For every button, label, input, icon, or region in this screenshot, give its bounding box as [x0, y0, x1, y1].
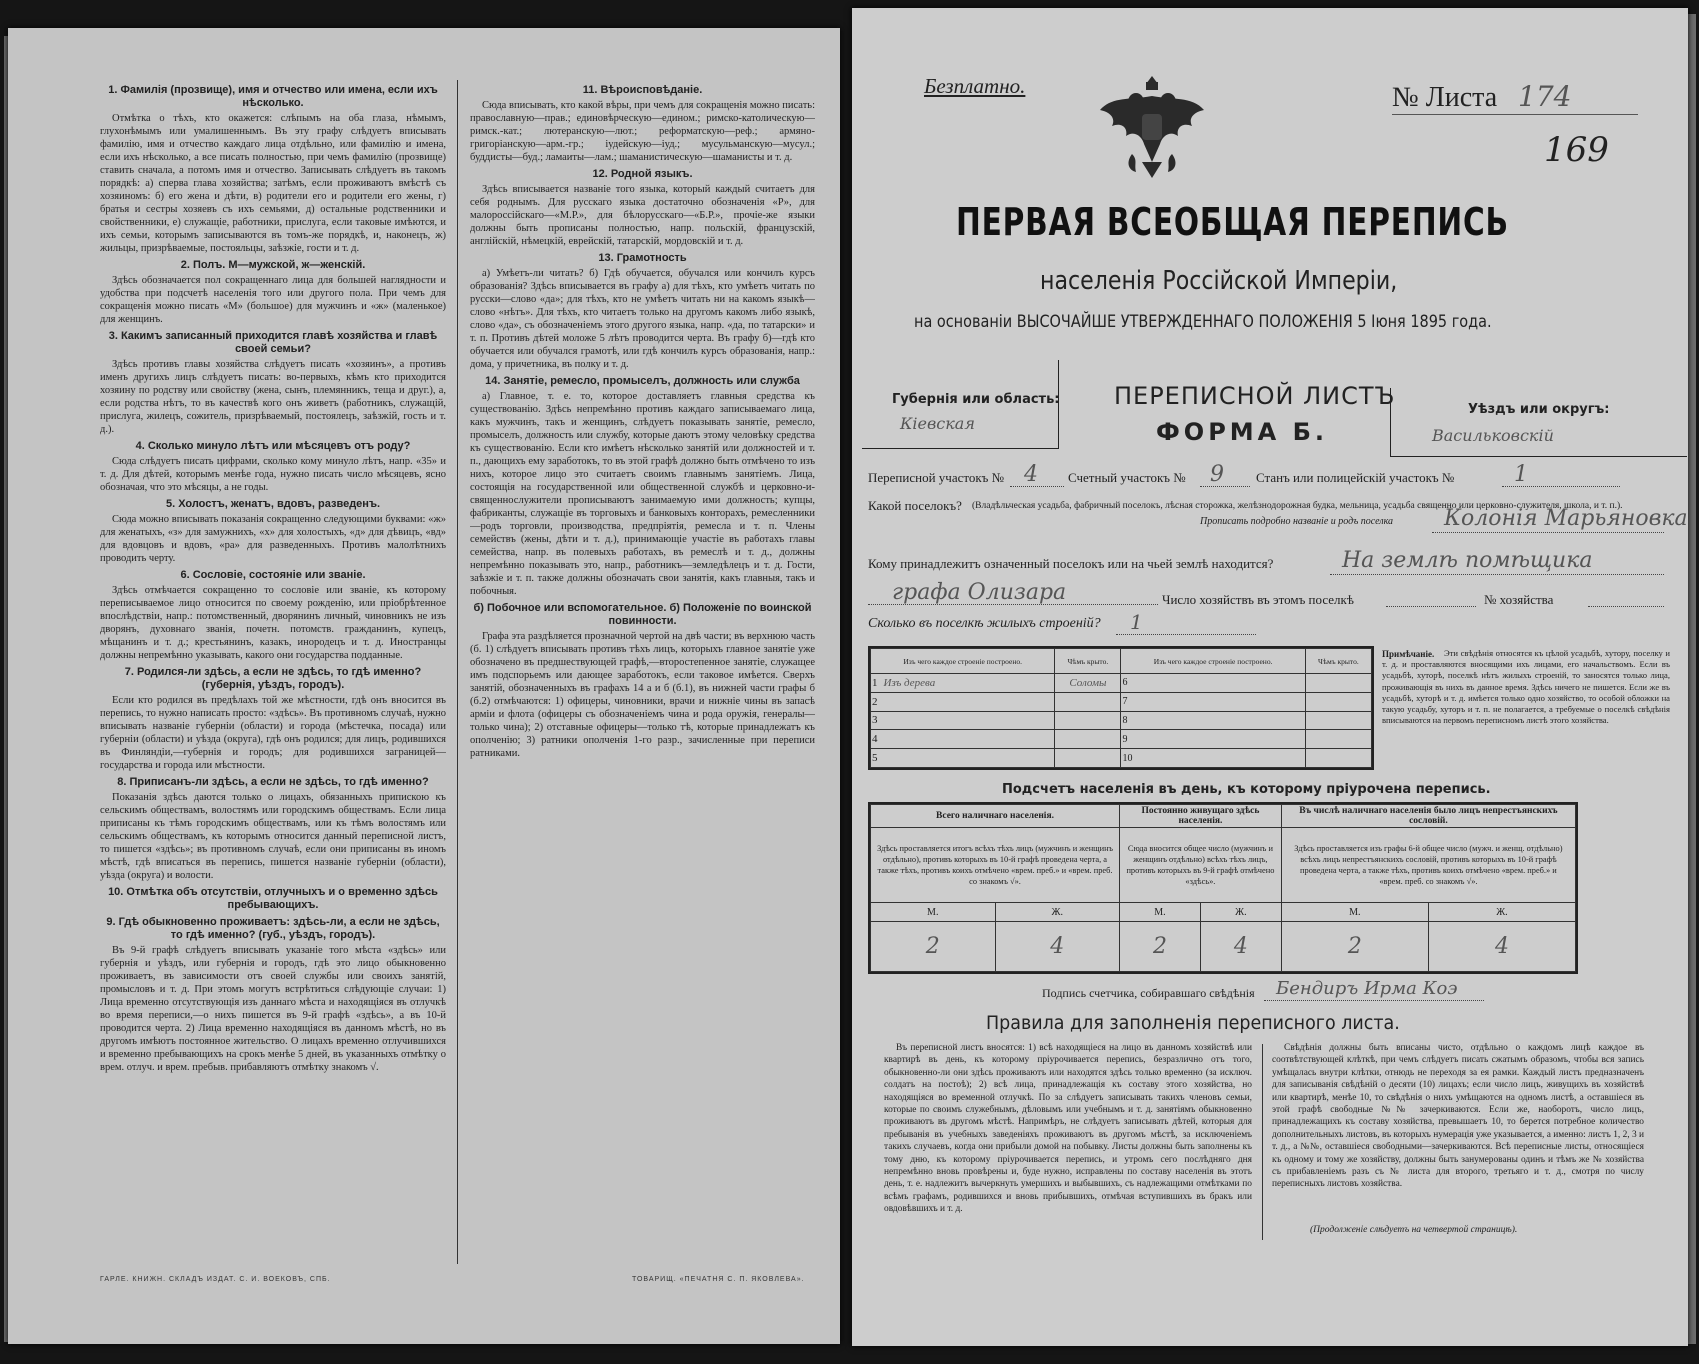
population-summary-title: Подсчетъ населенія въ день, къ которому пріурочена перепись.	[1002, 782, 1491, 797]
male-count: 2	[1281, 922, 1428, 972]
instruction-heading: 2. Полъ. М—мужской, ж—женскій.	[180, 259, 366, 271]
sheet-number-value: 174	[1518, 80, 1572, 113]
sheet-number-underline	[1392, 114, 1638, 115]
building-material	[871, 749, 1055, 768]
left-page-instructions	[8, 28, 840, 1344]
population-col-heading: Въ числѣ наличнаго населенія было лицъ непрестъянскихъ сословій.	[1281, 805, 1575, 828]
building-material	[871, 711, 1055, 730]
building-roof	[1055, 730, 1121, 749]
police-station-field	[1502, 486, 1620, 487]
building-material: 1 Изъ дерева	[871, 674, 1055, 693]
instruction-heading-10: 10. Отмѣтка объ отсутствіи, отлучныхъ и о временно здѣсь пребывающихъ.	[108, 886, 438, 911]
building-number: 8	[1121, 711, 1305, 730]
population-row	[871, 805, 1576, 828]
instruction-text: Здѣсь противъ главы хозяйства слѣдуетъ писать «хозяинъ», а противъ именъ другихъ лицъ слѣдуетъ писать: во-первыхъ, кѣмъ кто приходится хозяину по родству или свойству (жена, сынъ, племянникъ, теща и друг.), а, если родства нѣтъ, то въ качествѣ кого онъ живетъ (работникъ, служащій, прислуга, жилецъ, сожитель, призрѣваемый, постоялецъ, заѣзжій, гость и т. д.).	[100, 359, 446, 435]
population-col-desc: Здѣсь проставляется итогъ всѣхъ тѣхъ лицъ (мужчинъ и женщинъ отдѣльно), противъ которыхъ въ 10-й графѣ проведена черта, а также тѣхъ, противъ коихъ отмѣчено «врем. преб.» и «врем. преб. со знакомъ √».	[871, 828, 1120, 903]
buildings-count-label: Сколько въ поселкѣ жилыхъ строеній?	[868, 616, 1101, 631]
form-variant: ФОРМА Б.	[1156, 418, 1329, 446]
form-title: ПЕРЕПИСНОЙ ЛИСТЪ	[1114, 382, 1396, 410]
column-divider	[457, 80, 458, 1264]
building-number: 7	[1121, 692, 1305, 711]
male-label: М.	[1281, 903, 1428, 922]
female-count: 4	[1200, 922, 1281, 972]
instruction-text: Сюда слѣдуетъ писать цифрами, сколько кому минуло лѣтъ, напр. «35» и т. д. Для дѣтей, которымъ менѣе года, нужно писать число мѣсяцевъ, ясно обозначая, что это мѣсяцы, а не годы.	[100, 456, 446, 493]
instruction-heading: 7. Родился-ли здѣсь, а если не здѣсь, то гдѣ именно? (губернія, уѣздъ, городъ).	[124, 666, 422, 691]
households-label: Число хозяйствъ въ этомъ поселкѣ	[1162, 592, 1354, 607]
printer-imprint-left: ГАРЛЕ. КНИЖН. СКЛАДЪ ИЗДАТ. С. И. ВОЕКОВЪ, СПБ.	[100, 1276, 331, 1283]
settlement-instruction: Прописать подробно названіе и родъ поселка	[1200, 516, 1394, 527]
police-station-value: 1	[1514, 462, 1528, 487]
material-header: Изъ чего каждое строеніе построено.	[871, 649, 1055, 674]
building-material	[871, 730, 1055, 749]
instruction-text: Если кто родился въ предѣлахъ той же мѣстности, гдѣ онъ вносится въ перепись, то нужно написать просто: «здѣсь». Въ противномъ случаѣ, нужно вписывать названіе губерніи (области) и города (мѣстечка, посада) или губерніи (области) и уѣзда (округа), гдѣ онъ родился; для лицъ, родившихся въ Финляндіи,—губернія и городъ; для родившихся заграницей—государства и города или мѣстности.	[100, 695, 446, 771]
instruction-heading: 6. Сословіе, состояніе или званіе.	[180, 569, 366, 581]
instruction-text: Показанія здѣсь даются только о лицахъ, обязанныхъ припискою къ сельскимъ обществамъ, волостямъ или городскимъ обществамъ. Если лица приписаны къ тѣмъ городскимъ обществамъ, или къ тѣмъ волостямъ или сельскимъ обществамъ, къ которымъ относится данный переписной листъ, то пишется «здѣсь»; въ противномъ случаѣ, если они приписаны въ иномъ мѣстѣ, гдѣ вписаться въ перепись, пишется названіе губерніи (области), уѣзда (округа) и волости.	[100, 792, 446, 881]
population-col-heading: Всего наличнаго населенія.	[871, 805, 1120, 828]
population-row	[871, 903, 1576, 922]
continued-note: (Продолженіе слѣдуетъ на четвертой страницѣ).	[1310, 1225, 1518, 1235]
building-number: 1	[872, 676, 878, 689]
landowner-label: Кому принадлежитъ означенный поселокъ или на чьей землѣ находится?	[868, 556, 1274, 571]
rules-left-column: Въ переписной листъ вносятся: 1) всѣ находящіеся на лицо въ данномъ хозяйствѣ или квартирѣ въ день, къ которому пріурочивается перепись, безразлично отъ того, обыкновенно-ли они здѣсь проживаютъ или находятся здѣсь только временно (за исключ. солдатъ на постоѣ); 2) всѣ лица, принадлежащія къ составу этого хозяйства, но находящіяся во временной отлучкѣ. По за слѣдуетъ записывать такихъ членовъ семьи, которые по своимъ служебнымъ, дѣловымъ или учебнымъ и т. д. занятіямъ обыкновенно проживаютъ въ другомъ мѣстѣ. Напримѣръ, не слѣдуетъ записывать дѣтей, которыя для пребыванія въ учебныхъ заведеніяхъ проживаютъ въ другомъ мѣстѣ, за исключеніемъ такихъ случаевъ, когда они прибыли домой на побывку. Листы должны быть заполнены къ тому дню, къ которому пріурочивается перепись, и утромъ сего послѣдняго дня непремѣнно вновь провѣрены и, буде нужно, исправлены по составу населенія въ этотъ день, т. е. надлежитъ вычеркнуть умершихъ и выбывшихъ, съ надлежащими отмѣтками по всѣмъ графамъ, родившихся и вновь прибывшихъ, отмѣчая вступившихъ въ бракъ или овдовѣвшихъ и т. д.	[884, 1043, 1252, 1215]
landowner-value-2: графа Олизара	[892, 580, 1067, 605]
page-stack-edge	[1688, 14, 1696, 1344]
building-number: 5	[872, 752, 878, 765]
female-label: Ж.	[1200, 903, 1281, 922]
instructions-column-1	[100, 80, 446, 1280]
instruction-text: Сюда вписывать, кто какой вѣры, при чемъ для сокращенія можно писать: православную—прав.; единовѣрческую—едином.; римско-католическую—римск.-кат.; лютеранскую—лют.; реформатскую—реф.; армяно-григоріанскую—арм.-гр.; іудейскую—іуд.; мусульманскую—мусул.; буддисты—буд.; ламаиты—лам.; шаманистическую—шаманисты и т. д.	[470, 100, 815, 163]
settlement-hint: (Владѣльческая усадьба, фабричный поселокъ, лѣсная сторожка, желѣзнодорожная будка, мельница, усадьба священно или церковно-служителя, школа, и т. п.).	[972, 501, 1623, 511]
building-material	[871, 692, 1055, 711]
buildings-row	[871, 749, 1372, 768]
buildings-row	[871, 692, 1372, 711]
double-headed-eagle-icon	[1092, 66, 1212, 186]
uezd-value: Васильковскій	[1432, 426, 1554, 445]
population-col-heading: Постоянно живущаго здѣсь населенія.	[1120, 805, 1282, 828]
population-row	[871, 828, 1576, 903]
material-header: Изъ чего каждое строеніе построено.	[1121, 649, 1305, 674]
sheet-number-label: № Листа	[1392, 82, 1498, 113]
female-label: Ж.	[995, 903, 1120, 922]
instruction-text: Графа эта раздѣляется прозначной чертой на двѣ части; въ верхнюю часть (б. 1) слѣдуетъ вписывать противъ тѣхъ лицъ, которыхъ главное занятіе уже обозначено въ предшествующей графѣ,—второстепенное занятіе, служащее имъ подспорьемъ или дающее заработокъ, если таковое имѣется. Сверхъ занятій, обозначенныхъ въ графахъ 14 а и б (б.1), въ нижней части графы б (б.2) отмѣчаются: 1) офицеры, чиновники, врачи и нижніе чины въ запасѣ армiи и флота (офицеры съ обозначеніемъ чина и рода оружія, генералы—только чина); 2) отставные офицеры—только тѣ, которые принадлежатъ къ ополченію; 3) ратники ополченія 1-го разр., зачисленные при переписи ратниками.	[470, 631, 815, 759]
building-number: 2	[872, 695, 878, 708]
census-district-field	[1010, 486, 1064, 487]
instruction-heading: 11. Вѣроисповѣданіе.	[582, 84, 703, 96]
enumerator-signature-field	[1264, 1000, 1484, 1001]
households-field	[1386, 606, 1476, 607]
printer-imprint-right: ТОВАРИЩ. «ПЕЧАТНЯ С. П. ЯКОВЛЕВА».	[632, 1276, 805, 1283]
buildings-table	[868, 646, 1374, 770]
settlement-field	[1432, 532, 1664, 533]
population-col-desc: Здѣсь проставляется изъ графы 6-й общее число (мужч. и женщ. отдѣльно) всѣхъ лицъ непрестъянскихъ сословій, противъ которыхъ въ 10-й графѣ проведена черта, а также тѣхъ, противъ коихъ отмѣчено «врем. преб.» и «врем. преб. со знакомъ √».	[1281, 828, 1575, 903]
instructions-column-2	[470, 80, 815, 1280]
rules-title: Правила для заполненія переписного листа.	[986, 1012, 1400, 1034]
census-district-label: Переписной участокъ №	[868, 470, 1005, 485]
population-summary-table	[868, 802, 1578, 974]
instruction-text: Сюда можно вписывать показанія сокращенно следующими буквами: «ж» для женатыхъ, «з» для замужнихъ, «х» для холостыхъ, «д» для дѣвицъ, «вд» для вдовцовъ и вдовъ, «ра» для разведенныхъ. Противъ малолѣтнихъ проводить черту.	[100, 514, 446, 564]
instruction-heading: 4. Сколько минуло лѣтъ или мѣсяцевъ отъ роду?	[135, 440, 411, 452]
building-roof-empty	[1305, 711, 1371, 730]
landowner-field-1	[1330, 574, 1664, 575]
counting-district-field	[1200, 486, 1250, 487]
roof-header: Чѣмъ крыто.	[1055, 649, 1121, 674]
building-number: 4	[872, 733, 878, 746]
instruction-heading: 3. Какимъ записанный приходится главѣ хозяйства и главѣ своей семьи?	[108, 330, 438, 355]
census-title: ПЕРВАЯ ВСЕОБЩАЯ ПЕРЕПИСЬ	[956, 200, 1509, 244]
rules-column-divider	[1262, 1044, 1263, 1240]
buildings-grid	[870, 648, 1372, 768]
male-label: М.	[871, 903, 996, 922]
instruction-heading: 12. Родной языкъ.	[592, 168, 693, 180]
instruction-heading: 8. Приписанъ-ли здѣсь, а если не здѣсь, то гдѣ именно?	[117, 776, 429, 788]
building-roof	[1055, 711, 1121, 730]
gubernia-value: Кіевская	[900, 414, 975, 433]
household-number-label: № хозяйства	[1484, 592, 1554, 607]
building-number: 10	[1121, 749, 1305, 768]
landowner-value-1: На землѣ помѣщика	[1342, 548, 1593, 573]
instruction-heading: 14. Занятіе, ремесло, промыселъ, должность или служба	[485, 375, 800, 387]
settlement-label: Какой поселокъ?	[868, 498, 962, 513]
instruction-text: а) Умѣетъ-ли читать? б) Гдѣ обучается, обучался или кончилъ курсъ образованія? Здѣсь вписывается въ графу а) для тѣхъ, кто умѣетъ читать по русски—слово «да»; для тѣхъ, кто не умѣетъ читать ни на какомъ языкѣ—слово «нѣтъ». Для тѣхъ, кто читаетъ только на другомъ какомъ либо языкѣ, слово «да», съ обозначеніемъ этого другого языка, напр. «да, по татарски» и т. п. Противъ дѣтей моложе 5 лѣтъ проводится черта. Въ графу б)—гдѣ кто обучается или обучался грамотѣ, или гдѣ кончилъ курсъ образованія, напр.: дома, у причетника, въ полку и т. д.	[470, 268, 815, 370]
counting-district-label: Счетный участокъ №	[1068, 470, 1186, 485]
census-subtitle: населенія Россійской Имперіи,	[1040, 266, 1398, 296]
counting-district-value: 9	[1210, 462, 1224, 487]
rules-right-column: Свѣдѣнія должны быть вписаны чисто, отдѣльно о каждомъ лицѣ каждое въ соотвѣтствующей клѣткѣ, при чемъ слѣдуетъ писать сжатымъ образомъ, чтобы вся запись умѣщалась внутри клѣтки, отнюдь не переходя за ея рамки. Каждый листъ предназначенъ для записыванія свѣдѣній о десяти (10) лицахъ; если число лицъ, живущихъ въ хозяйствѣ или квартирѣ, менѣе 10, то свѣдѣнія о нихъ умѣщаются на одномъ листѣ, а оставшіеся въ этой графѣ свободные №№ зачеркиваются. Если же, наоборотъ, число лицъ, принадлежащихъ къ составу хозяйства, превышаетъ 10, то берется потребное количество дополнительныхъ листовъ, въ которыхъ нумерація уже указывается, а именно: листъ 1, 2, 3 и т. д., а №№, оставшіеся свободными—зачеркиваются. Всѣ переписные листы, относящіеся къ одному и тому же хозяйству, должны быть занумерованы одинъ и тѣмъ же № хозяйства съ прибавленіемъ разъ съ № листа для второго, третьяго и т. д., смотря по числу переписныхъ листовъ хозяйства.	[1272, 1043, 1644, 1190]
building-number: 9	[1121, 730, 1305, 749]
instruction-text: Въ 9-й графѣ слѣдуетъ вписывать указаніе того мѣста «здѣсь» или губернія и уѣздъ, или губернія и городъ, гдѣ это лицо обыкновенно проживаетъ, въ зависимости отъ своей службы или своихъ занятій, промысловъ и т. д. При этомъ могутъ встрѣтиться слѣдующіе случаи: 1) Лица временно отсутствующія изъ даннаго мѣста и находящіяся въ отлучкѣ во время переписи,—о нихъ пишется въ 9-й графѣ «здѣсь», а въ 10-й проводится черта. 2) Лица временно находящіяся въ данномъ мѣстѣ, но въ другомъ имѣютъ постоянное жительство. О лицахъ временно отлучившихся и временно пребывающихъ на срокъ менѣе 5 дней, въ указанныхъ отмѣтку о врем. отлуч. и врем. пребыв. прибавляютъ отмѣтку знакомъ √.	[100, 945, 446, 1073]
right-page-census-form	[852, 8, 1688, 1346]
building-roof	[1055, 692, 1121, 711]
male-count: 2	[1120, 922, 1201, 972]
uezd-box	[1390, 388, 1687, 457]
instruction-heading: 1. Фамилія (прозвище), имя и отчество или имена, если иxъ нѣсколько.	[108, 84, 438, 109]
instruction-heading: б) Побочное или вспомогательное. б) Положеніе по воинской повинности.	[473, 602, 812, 627]
buildings-row	[871, 730, 1372, 749]
buildings-row	[871, 711, 1372, 730]
female-label: Ж.	[1428, 903, 1575, 922]
instruction-heading: 9. Гдѣ обыкновенно проживаетъ: здѣсь-ли, а если не здѣсь, то гдѣ именно? (губ., уѣздъ, городъ).	[106, 916, 440, 941]
female-count: 4	[1428, 922, 1575, 972]
settlement-value: Колонія Марьяновка	[1444, 506, 1688, 531]
instruction-text: Здѣсь отмѣчается сокращенно то сословіе или званіе, къ которому переписываемое лицо относится по своему рожденію, или пріобрѣтенное впослѣдствіи, напр.: потомственный, дворянинъ личный, чиновникъ не изъ дворянъ, духовнаго званія, почетн. потомств. гражданинъ, купецъ, мѣщанинъ и т. д.; крестьянинъ, казакъ, инородецъ и т. д. Иностранцы должны непремѣнно указывать, какого они государства подданные.	[100, 585, 446, 661]
census-district-value: 4	[1024, 462, 1038, 487]
building-roof-empty	[1305, 692, 1371, 711]
instruction-text: а) Главное, т. е. то, которое доставляетъ главныя средства къ существованію. Здѣсь непремѣнно противъ каждаго записываемаго лица, какъ мужчинъ, такъ и женщинъ, слѣдуетъ показывать занятіе, ремесло, промыселъ, должность или службу, которые даютъ этому человѣку средства къ существованію. Если кто имѣетъ нѣсколько занятій или должностей и т. п., дающихъ ему заработокъ, то въ этой графѣ должно быть отмѣчено то изъ нихъ, которое лицо это считаетъ своимъ главнымъ занятіемъ. Лица, состоящія на государственной или общественной службѣ и церковно-и-священнослужители прописываютъ занимаемую ими должность; купцы, фабриканты, служащіе въ торговыхъ и банковыхъ конторахъ, ремесленники—родъ торговли, производства, предпріятія, ремесла и т. п. Члены семействъ (жены, дѣти и т. д.), принимающіе участіе въ работахъ главы семейства, напр. въ полевыхъ работахъ, въ ремеслѣ и т. д., должны непремѣнно показывать это, напр., работникъ—земледѣлецъ и т. д. Гости, заѣзжіе и т. п. также должны обозначать свои занятія, какъ главныя, такъ и побочныя.	[470, 391, 815, 597]
male-count: 2	[871, 922, 996, 972]
buildings-header-row	[871, 649, 1372, 674]
free-label: Безплатно.	[924, 74, 1026, 98]
enumerator-signature-value: Бендиръ Ирма Коэ	[1276, 978, 1458, 999]
male-label: М.	[1120, 903, 1201, 922]
landowner-field-2	[868, 604, 1158, 605]
building-number: 3	[872, 714, 878, 727]
instruction-text: Здѣсь вписывается названіе того языка, который каждый считаетъ для себя роднымъ. Для русскаго языка достаточно обозначенія «Р», для малороссійскаго—«М.Р.», для бѣлорусскаго—«Б.Р.», прочіе-же языки должны быть прописаны полностью, напр. польскій, французскій, англійскій, нѣмецкій, еврейскій, татарскій, мордовскій и т. д.	[470, 184, 815, 247]
uezd-label: Уѣздъ или округъ:	[1468, 402, 1610, 417]
building-number: 6	[1121, 674, 1305, 693]
note-title: Примѣчаніе.	[1382, 649, 1435, 659]
note-text: Эти свѣдѣнія относятся къ цѣлой усадьбѣ, хутору, поселку и т. д. и проставляются вносящими ихъ лицами, его начальствомъ. Если въ усадьбѣ, хуторѣ, поселкѣ нѣтъ жилыхъ строеній, то заносятся только лица, проживающія въ нихъ въ данное время. Здѣсь ничего не пишется. Если же въ усадьбѣ, хуторѣ и т. д. имѣется только одно хозяйство, то особой обложки на такую усадьбу, хуторъ и т. п. не полагается, а требуемые о поселкѣ свѣдѣнія вписываются на первомъ переписномъ листѣ этого хозяйства.	[1382, 648, 1670, 726]
building-roof-empty	[1305, 730, 1371, 749]
instruction-text: Здѣсь обозначается пол сокращеннаго лица для большей наглядности и удобства при подсчетѣ населенія того или другого пола. При чемъ для сокращенія можно писать «М» (большое) для мужчинъ и «ж» (маленькое) для женщинъ.	[100, 275, 446, 325]
archive-number: 169	[1544, 130, 1609, 170]
instruction-heading: 13. Грамотность	[598, 252, 687, 264]
population-row	[871, 922, 1576, 972]
instruction-heading: 5. Холостъ, женатъ, вдовъ, разведенъ.	[165, 498, 381, 510]
population-grid	[870, 804, 1576, 972]
population-col-desc: Сюда вносится общее число (мужчинъ и женщинъ отдѣльно) всѣхъ тѣхъ лицъ, противъ которыхъ въ 9-й графѣ отмѣчено «здѣсь».	[1120, 828, 1282, 903]
buildings-row	[871, 674, 1372, 693]
household-number-field	[1588, 606, 1664, 607]
buildings-count-field	[1116, 634, 1256, 635]
roof-header: Чѣмъ крыто.	[1305, 649, 1371, 674]
female-count: 4	[995, 922, 1120, 972]
enumerator-signature-label: Подпись счетчика, собиравшаго свѣдѣнія	[1042, 986, 1255, 1000]
building-roof: Соломы	[1055, 674, 1121, 693]
building-roof-empty	[1305, 674, 1371, 693]
building-roof-empty	[1305, 749, 1371, 768]
census-legal-basis: на основаніи ВЫСОЧАЙШЕ УТВЕРЖДЕННАГО ПОЛОЖЕНІЯ 5 Іюня 1895 года.	[914, 312, 1492, 332]
gubernia-label: Губернія или область:	[892, 392, 1060, 407]
building-roof	[1055, 749, 1121, 768]
instruction-text: Отмѣтка о тѣхъ, кто окажется: слѣпымъ на оба глаза, нѣмымъ, глухонѣмымъ или умалишеннымъ. Въ эту графу слѣдуетъ вписывать фамилію, имя и отчество каждаго лица отдѣльно, или фамилію и имена, если ихъ нѣсколько, а все писать полностью, при чемъ фамилію (прозвище) ставить сначала, а потомъ имя и отчество. Записывать слѣдуетъ въ такомъ порядкѣ: а) сперва глава хозяйства; затѣмъ, если проживаютъ вмѣстѣ съ хозяиномъ: б) его жена и дѣти, в) родители его и родители его жены, г) братья и сестры хозяевъ съ ихъ семьями, д) остальные родственники и свойственники, е) служащіе, работники, прислуга, если таковые имѣются, и ихъ семьи, которымъ записываются въ томъ-же порядкѣ, и, наконецъ, ж) жильцы, призрѣваемые, постояльцы, заѣзжіе, гости и т. д.	[100, 113, 446, 254]
buildings-count-value: 1	[1130, 610, 1143, 634]
police-station-label: Станъ или полицейскій участокъ №	[1256, 470, 1455, 485]
